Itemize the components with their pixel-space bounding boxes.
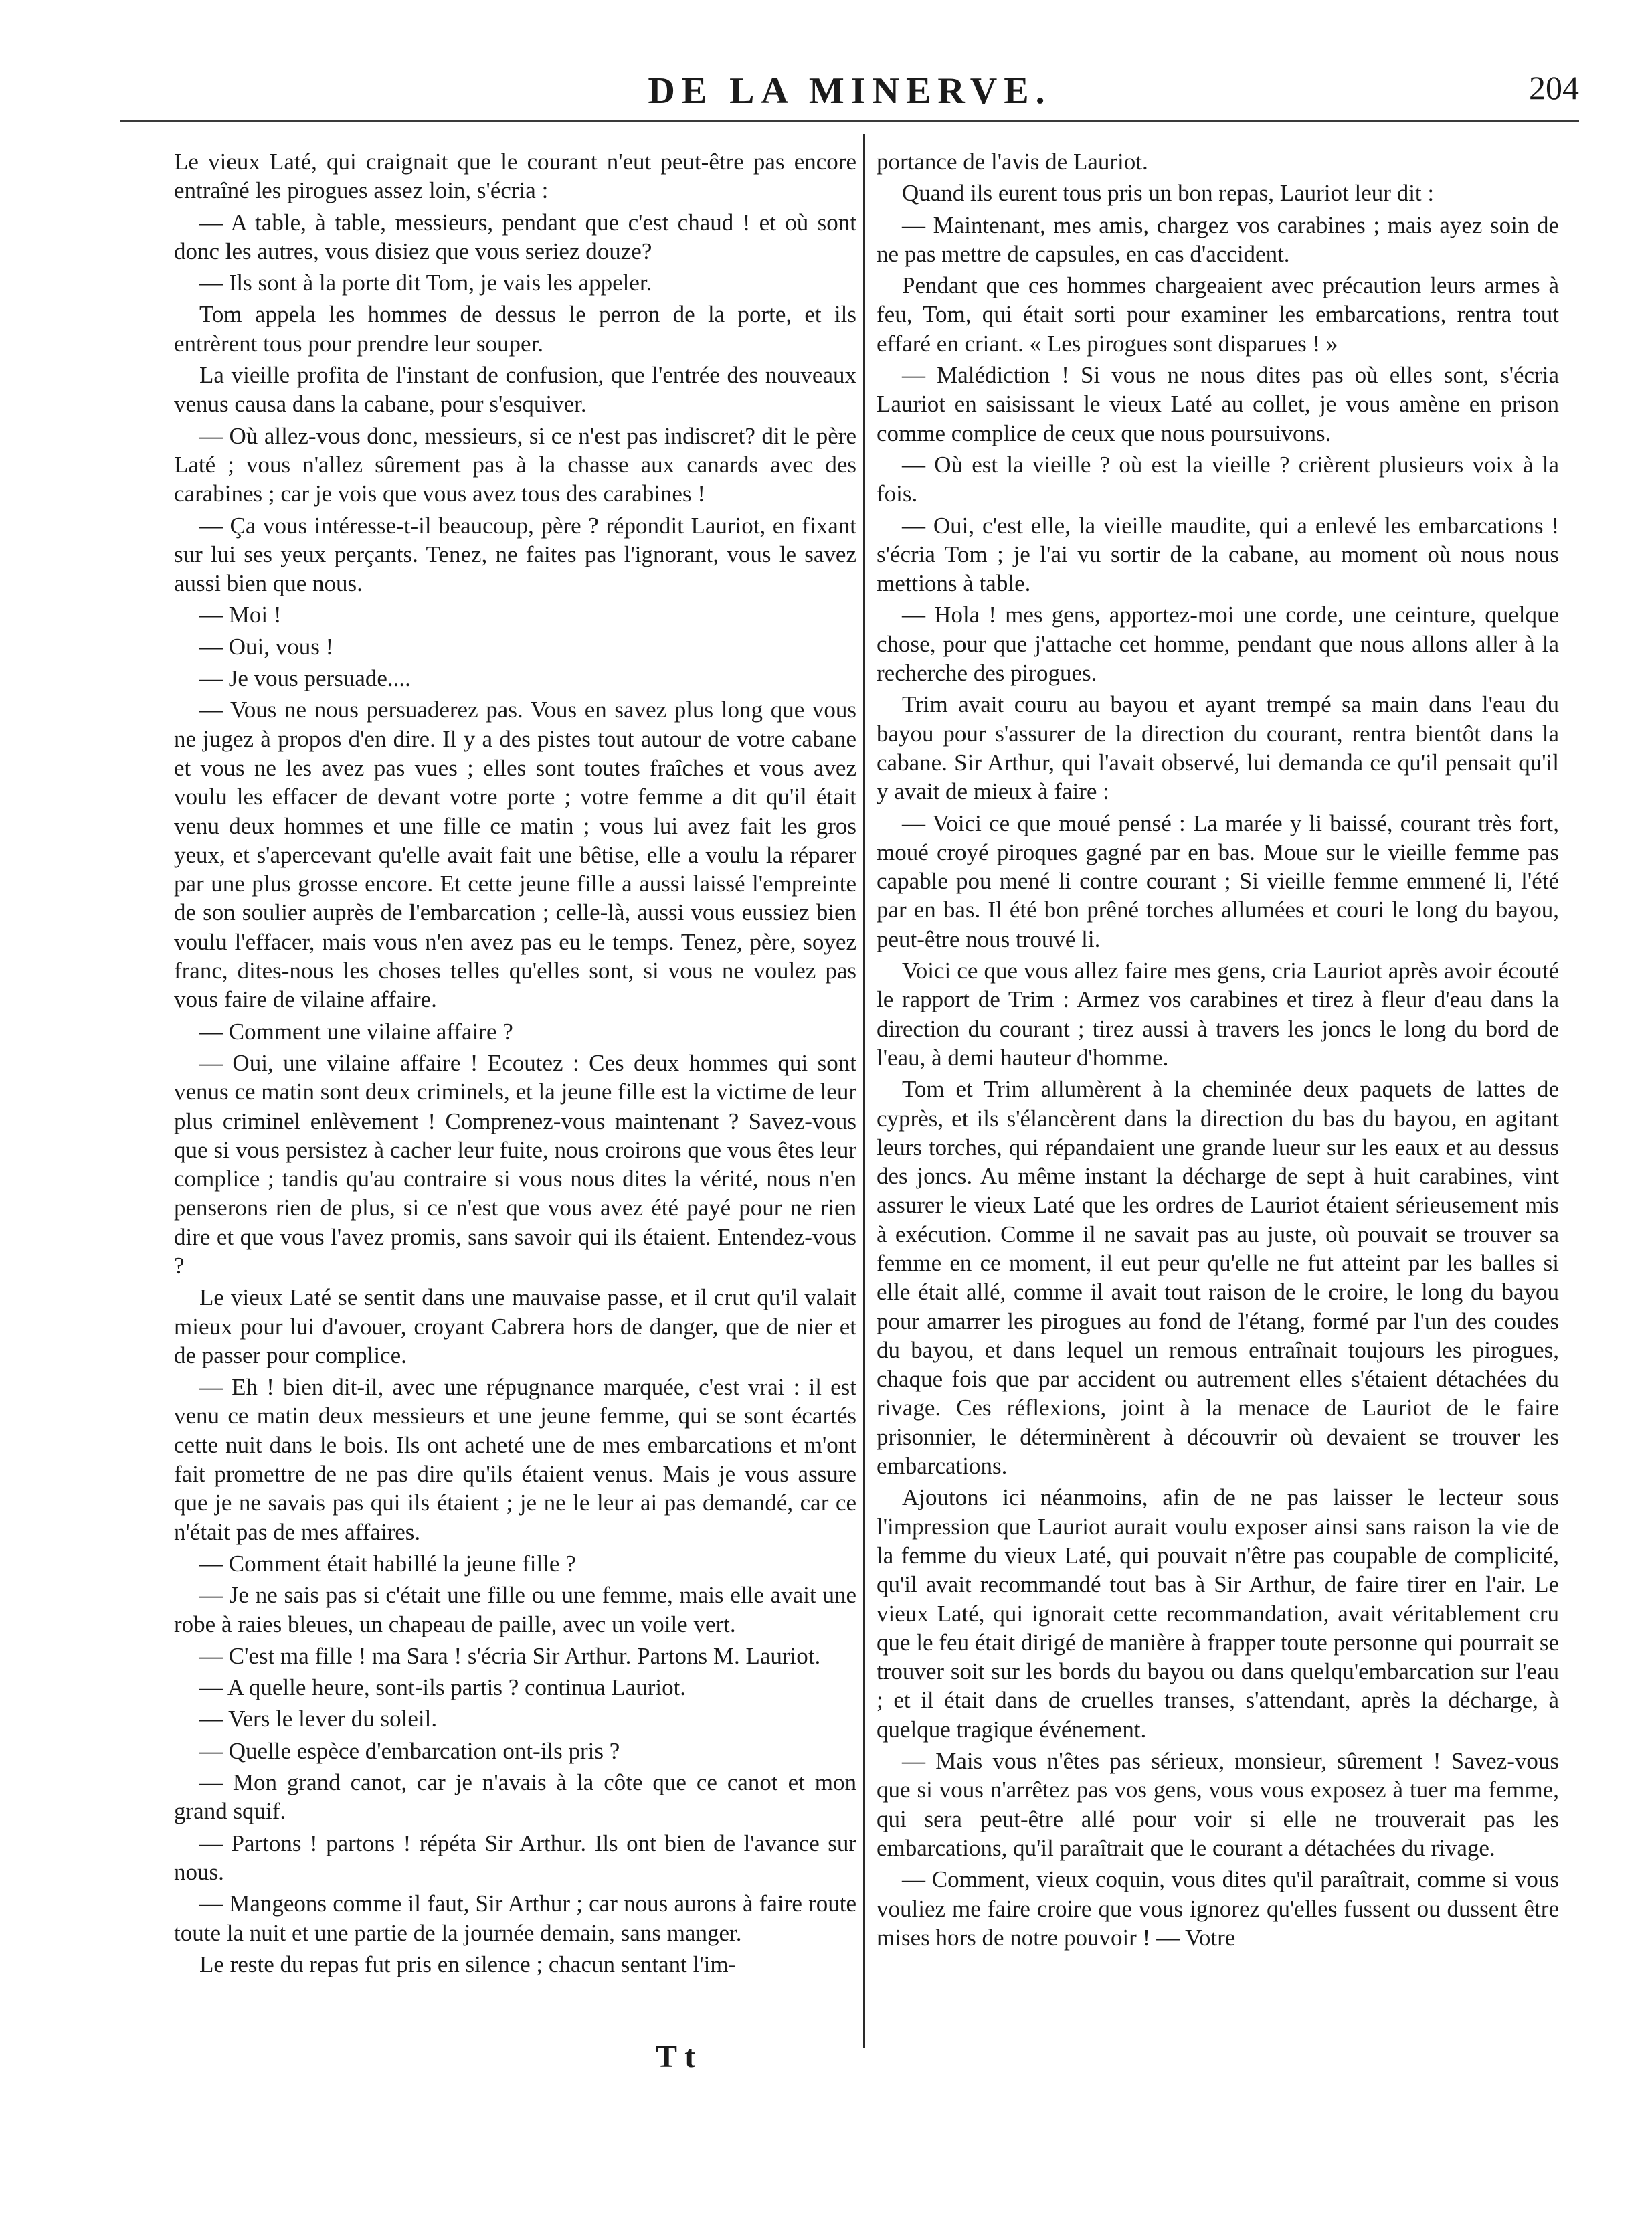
- paragraph: — A quelle heure, sont-ils partis ? continua Lauriot.: [199, 1674, 686, 1701]
- paragraph: — Voici ce que moué pensé : La marée y li baissé, courant très fort, moué croyé piroques gagné par en bas. Moue sur le vieille femme pas capable pou mené li contre courant ; Si vieille femme emmené li, l'été par en bas. Il été bon prêné torches allumées et couri le long du bayou, peut-être nous trouvé li.: [877, 810, 1559, 952]
- paragraph: — Où est la vieille ? où est la vieille ? crièrent plusieurs voix à la fois.: [877, 451, 1559, 507]
- paragraph: — Moi !: [199, 602, 282, 628]
- paragraph: — Où allez-vous donc, messieurs, si ce n'est pas indiscret? dit le père Laté ; vous n'allez sûrement pas à la chasse aux canards avec des carabines ; car je vois que vous avez tous des carabines !: [174, 422, 856, 507]
- paragraph: — Comment une vilaine affaire ?: [199, 1018, 513, 1045]
- page-number: 204: [1529, 69, 1579, 106]
- paragraph: La vieille profita de l'instant de confusion, que l'entrée des nouveaux venus causa dans la cabane, pour s'esquiver.: [174, 362, 856, 418]
- paragraph: — Partons ! partons ! répéta Sir Arthur. Ils ont bien de l'avance sur nous.: [174, 1830, 856, 1885]
- paragraph: Ajoutons ici néanmoins, afin de ne pas laisser le lecteur sous l'impression que Lauriot aurait voulu exposer ainsi sans raison la vie de la femme du vieux Laté, qui pouvait n'être pas coupable de complicité, qu'il avait recommandé tout bas à Sir Arthur, de faire tirer en l'air. Le vieux Laté, qui ignorait cette recommandation, avait véritablement cru que le feu était dirigé de manière à frapper toute personne qui pourrait se trouver soit sur les bords du bayou ou dans quelqu'embarcation sur l'eau ; et il était dans de cruelles transes, s'attendant, après la décharge, à quelque tragique événement.: [877, 1484, 1559, 1743]
- signature-mark: T t: [656, 2039, 696, 2074]
- column-divider: [863, 134, 865, 2048]
- paragraph: Voici ce que vous allez faire mes gens, cria Lauriot après avoir écouté le rapport de Trim : Armez vos carabines et tirez à fleur d'eau dans la direction du courant ; tirez aussi à travers les joncs le long du bord de l'eau, à demi hauteur d'homme.: [877, 958, 1559, 1071]
- paragraph: — Je vous persuade....: [199, 665, 411, 692]
- left-column: [174, 147, 856, 1981]
- paragraph: Le reste du repas fut pris en silence ; chacun sentant l'im-: [199, 1951, 737, 1977]
- page-header: [120, 64, 1579, 124]
- paragraph: — Quelle espèce d'embarcation ont-ils pris ?: [199, 1737, 620, 1764]
- paragraph: — Mon grand canot, car je n'avais à la côte que ce canot et mon grand squif.: [174, 1769, 856, 1825]
- paragraph: Trim avait couru au bayou et ayant trempé sa main dans l'eau du bayou pour s'assurer de la direction du courant, rentra bientôt dans la cabane. Sir Arthur, qui l'avait observé, lui demanda ce qu'il pensait qu'il y avait de mieux à faire :: [877, 691, 1559, 805]
- paragraph: — Oui, une vilaine affaire ! Ecoutez : Ces deux hommes qui sont venus ce matin sont deux criminels, et la jeune fille est la victime de leur plus criminel enlèvement ! Comprenez-vous maintenant ? Savez-vous que si vous persistez à cacher leur fuite, nous croirons que vous êtes leur complice ; tandis qu'au contraire si vous nous dites la vérité, nous n'en penserons rien de plus, si ce n'est que vous avez été payé pour ne rien dire et que vous l'avez promis, sans savoir qui ils étaient. Entendez-vous ?: [174, 1049, 856, 1279]
- paragraph: — Comment était habillé la jeune fille ?: [199, 1550, 576, 1577]
- paragraph: — Comment, vieux coquin, vous dites qu'il paraîtrait, comme si vous vouliez me faire croire que vous ignorez qu'elles fussent ou dussent être mises hors de notre pouvoir ! — Votre: [877, 1866, 1559, 1951]
- running-title: DE LA MINERVE.: [648, 70, 1052, 112]
- paragraph: — Mangeons comme il faut, Sir Arthur ; car nous aurons à faire route toute la nuit et une partie de la journée demain, sans manger.: [174, 1890, 856, 1946]
- paragraph: — Ça vous intéresse-t-il beaucoup, père ? répondit Lauriot, en fixant sur lui ses yeux perçants. Tenez, ne faites pas l'ignorant, vous le savez aussi bien que nous.: [174, 512, 856, 597]
- paragraph: — Vers le lever du soleil.: [199, 1706, 438, 1733]
- paragraph: — Maintenant, mes amis, chargez vos carabines ; mais ayez soin de ne pas mettre de capsules, en cas d'accident.: [877, 211, 1559, 267]
- paragraph: Le vieux Laté, qui craignait que le courant n'eut peut-être pas encore entraîné les pirogues assez loin, s'écria :: [174, 149, 856, 204]
- header-rule: [120, 120, 1579, 122]
- paragraph: — Mais vous n'êtes pas sérieux, monsieur, sûrement ! Savez-vous que si vous n'arrêtez pas vos gens, vous vous exposez à tuer ma femme, qui sera peut-être allé pour voir si elle ne trouverait pas les embarcations, qu'il paraîtrait que le courant a détachées du rivage.: [877, 1748, 1559, 1861]
- right-column: [877, 147, 1559, 1955]
- paragraph: — Hola ! mes gens, apportez-moi une corde, une ceinture, quelque chose, pour que j'attache cet homme, pendant que nous allons aller à la recherche des pirogues.: [877, 602, 1559, 687]
- paragraph: Le vieux Laté se sentit dans une mauvaise passe, et il crut qu'il valait mieux pour lui d'avouer, croyant Cabrera hors de danger, que de nier et de passer pour complice.: [174, 1284, 856, 1368]
- paragraph: — Oui, vous !: [199, 633, 334, 660]
- paragraph: — Je ne sais pas si c'était une fille ou une femme, mais elle avait une robe à raies bleues, un chapeau de paille, avec un voile vert.: [174, 1582, 856, 1637]
- paragraph: — Oui, c'est elle, la vieille maudite, qui a enlevé les embarcations ! s'écria Tom ; je l'ai vu sortir de la cabane, au moment où nous nous mettions à table.: [877, 512, 1559, 597]
- paragraph: — Vous ne nous persuaderez pas. Vous en savez plus long que vous ne jugez à propos d'en dire. Il y a des pistes tout autour de votre cabane et vous ne les avez pas vues ; elles sont toutes fraîches et vous avez voulu les effacer de devant votre porte ; votre femme a dit qu'il était venu deux hommes et une fille ce matin ; vous lui avez fait les gros yeux, et s'apercevant qu'elle avait fait une bêtise, elle a voulu la réparer par une plus grosse encore. Et cette jeune fille a aussi laissé l'empreinte de son soulier auprès de l'embarcation ; celle-là, aussi vous eussiez bien voulu l'effacer, mais vous n'en avez pas eu le temps. Tenez, père, soyez franc, dites-nous les choses telles qu'elles sont, si vous ne voulez pas vous faire de vilaine affaire.: [174, 697, 856, 1013]
- paragraph: — Ils sont à la porte dit Tom, je vais les appeler.: [199, 270, 652, 296]
- paragraph: portance de l'avis de Lauriot.: [877, 149, 1148, 175]
- paragraph: Pendant que ces hommes chargeaient avec précaution leurs armes à feu, Tom, qui était sorti pour examiner les embarcations, rentra tout effaré en criant. « Les pirogues sont disparues ! »: [877, 272, 1559, 357]
- paragraph: — C'est ma fille ! ma Sara ! s'écria Sir Arthur. Partons M. Lauriot.: [199, 1642, 821, 1669]
- paragraph: — Eh ! bien dit-il, avec une répugnance marquée, c'est vrai : il est venu ce matin deux messieurs et une jeune femme, qui se sont écartés cette nuit dans le bois. Ils ont acheté une de mes embarcations et m'ont fait promettre de ne pas dire qu'ils étaient venus. Mais je vous assure que je ne savais pas qui ils étaient ; je ne le leur ai pas demandé, car ce n'était pas de mes affaires.: [174, 1374, 856, 1545]
- paragraph: Tom et Trim allumèrent à la cheminée deux paquets de lattes de cyprès, et ils s'élancèrent dans la direction du bas du bayou, en agitant leurs torches, qui répandaient une grande lueur sur les eaux et au dessus des joncs. Au même instant la décharge de sept à huit carabines, vint assurer le vieux Laté que les ordres de Lauriot étaient sérieusement mis à exécution. Comme il ne savait pas au juste, où pouvait se trouver sa femme en ce moment, il eut peur qu'elle ne fut atteint par les balles si elle était allé, comme il avait tout raison de le croire, le long du bayou pour amarrer les pirogues au fond de l'étang, formé par l'un des coudes du bayou, et dans lequel un remous entraînait toujours les pirogues, chaque fois que par accident ou autrement elles s'étaient détachées du rivage. Ces réflexions, joint à la menace de Lauriot de le faire prisonnier, le déterminèrent à découvrir où devaient se trouver les embarcations.: [877, 1076, 1559, 1480]
- paragraph: — Malédiction ! Si vous ne nous dites pas où elles sont, s'écria Lauriot en saisissant le vieux Laté au collet, je vous amène en prison comme complice de ceux que nous poursuivons.: [877, 362, 1559, 446]
- paragraph: Quand ils eurent tous pris un bon repas, Lauriot leur dit :: [902, 180, 1435, 207]
- paragraph: — A table, à table, messieurs, pendant que c'est chaud ! et où sont donc les autres, vous disiez que vous seriez douze?: [174, 209, 856, 264]
- paragraph: Tom appela les hommes de dessus le perron de la porte, et ils entrèrent tous pour prendre leur souper.: [174, 301, 856, 357]
